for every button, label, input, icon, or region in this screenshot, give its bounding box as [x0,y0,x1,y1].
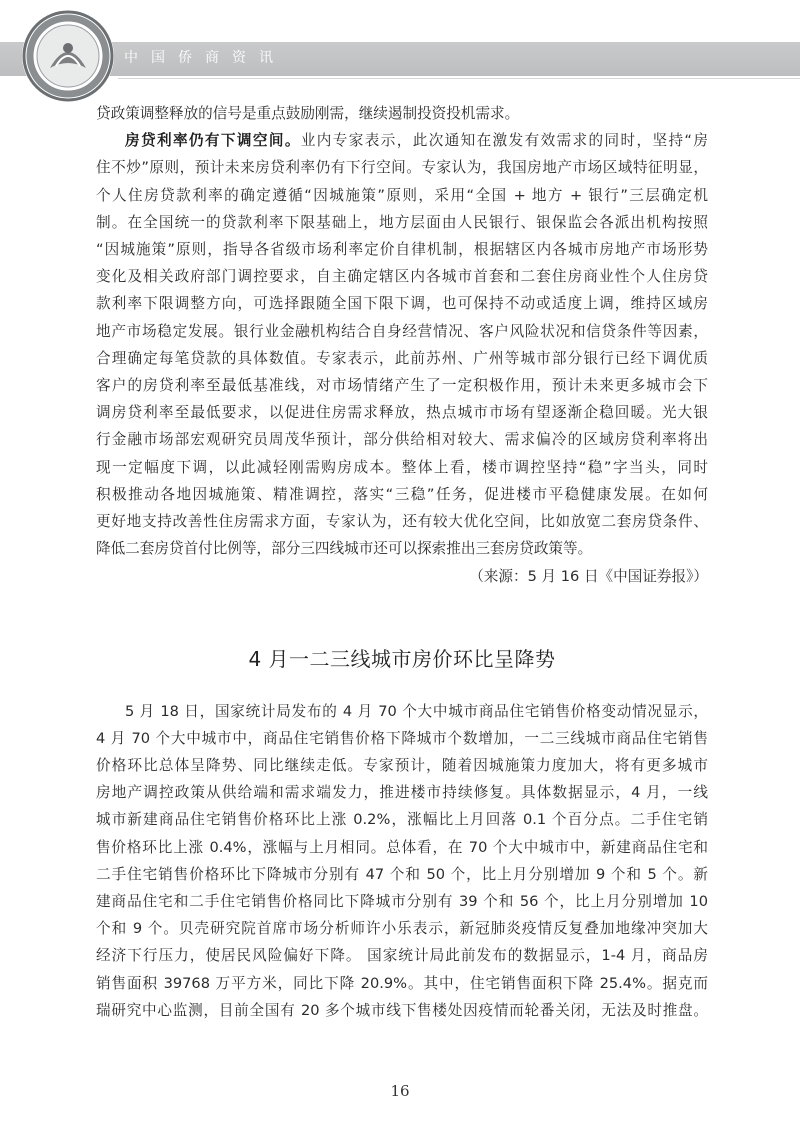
paragraph-line: 建商品住宅和二手住宅销售价格同比下降城市分别有 39 个和 56 个，比上月分别增加 10 [96,893,708,911]
paragraph-line: “因城施策”原则，指导各省级市场利率定价自律机制，根据辖区内各城市房地产市场形势 [96,241,708,259]
paragraph-line: 销售面积 39768 万平方米，同比下降 20.9%。其中，住宅销售面积下降 25.4%。据克而 [96,974,708,992]
publication-title: 中国侨商资讯 [124,50,286,66]
page-number: 16 [390,1082,410,1100]
paragraph-line: 制。在全国统一的贷款利率下限基础上，地方层面由人民银行、银保监会各派出机构按照 [96,213,708,231]
paragraph-line: 售价格环比上涨 0.4%，涨幅与上月相同。总体看，在 70 个大中城市中，新建商品住宅和 [96,838,708,856]
paragraph-line: 行金融市场部宏观研究员周茂华预计，部分供给相对较大、需求偏冷的区域房贷利率将出 [96,431,708,449]
paragraph-line: 调房贷利率至最低要求，以促进住房需求释放，热点城市市场有望逐渐企稳回暖。光大银 [96,404,708,422]
paragraph-line: 款利率下限调整方向，可选择跟随全国下限下调，也可保持不动或适度上调，维持区域房 [96,295,708,313]
bold-heading: 房贷利率仍有下调空间。 [125,132,301,150]
paragraph-line: 降低二套房贷首付比例等，部分三四线城市还可以探索推出三套房贷政策等。 [96,540,593,558]
header-band [0,42,800,76]
paragraph-line: 合理确定每笔贷款的具体数值。专家表示，此前苏州、广州等城市部分银行已经下调优质 [96,349,708,367]
paragraph-line: 5 月 18 日，国家统计局发布的 4 月 70 个大中城市商品住宅销售价格变动情况显示， [125,702,708,720]
paragraph-line: 住不炒”原则，预计未来房贷利率仍有下行空间。专家认为，我国房地产市场区域特征明显， [96,159,708,177]
paragraph-line: 个和 9 个。贝壳研究院首席市场分析师许小乐表示，新冠肺炎疫情反复叠加地缘冲突加大 [96,920,708,938]
paragraph-line: 客户的房贷利率至最低基准线，对市场情绪产生了一定积极作用，预计未来更多城市会下 [96,377,708,395]
page-content [96,100,708,1024]
paragraph-line: 更好地支持改善性住房需求方面，专家认为，还有较大优化空间，比如放宽二套房贷条件、 [96,513,708,531]
paragraph-line: 变化及相关政府部门调控要求，自主确定辖区内各城市首套和二套住房商业性个人住房贷 [96,268,708,286]
text-line: 业内专家表示，此次通知在激发有效需求的同时，坚持“房 [300,132,708,150]
paragraph-line: 二手住宅销售价格环比下降城市分别有 47 个和 50 个，比上月分别增加 9 个和 5 个。新 [96,865,708,883]
paragraph-line: 经济下行压力，使居民风险偏好下降。 国家统计局此前发布的数据显示，1-4 月，商品房 [96,947,708,965]
paragraph-line: 地产市场稳定发展。银行业金融机构结合自身经营情况、客户风险状况和信贷条件等因素， [96,322,708,340]
paragraph-line: 4 月 70 个大中城市中，商品住宅销售价格下降城市个数增加，一二三线城市商品住宅销售 [96,729,708,747]
header-divider [118,78,800,79]
paragraph-line: 个人住房贷款利率的确定遵循“因城施策”原则，采用“全国 + 地方 + 银行”三层确定机 [96,186,708,204]
paragraph-line: 积极推动各地因城施策、精准调控，落实“三稳”任务，促进楼市平稳健康发展。在如何 [96,485,708,503]
paragraph-line: 价格环比总体呈降势、同比继续走低。专家预计，随着因城施策力度加大，将有更多城市 [96,757,708,775]
org-logo-icon [20,8,116,104]
source-citation: （来源：5 月 16 日《中国证券报》） [469,568,708,586]
paragraph-line: 瑞研究中心监测，目前全国有 20 多个城市线下售楼处因疫情而轮番关闭，无法及时推盘。 [96,1001,708,1019]
section-title: 4 月一二三线城市房价环比呈降势 [248,646,556,671]
paragraph-line: 城市新建商品住宅销售价格环比上涨 0.2%，涨幅比上月回落 0.1 个百分点。二手住宅销 [96,811,708,829]
paragraph-line: 房地产调控政策从供给端和需求端发力，推进楼市持续修复。具体数据显示，4 月，一线 [96,784,708,802]
paragraph-line: 现一定幅度下调，以此减轻刚需购房成本。整体上看，楼市调控坚持“稳”字当头，同时 [96,458,708,476]
paragraph-line [96,127,708,154]
paragraph-lead: 贷政策调整释放的信号是重点鼓励刚需，继续遏制投资投机需求。 [96,105,520,122]
